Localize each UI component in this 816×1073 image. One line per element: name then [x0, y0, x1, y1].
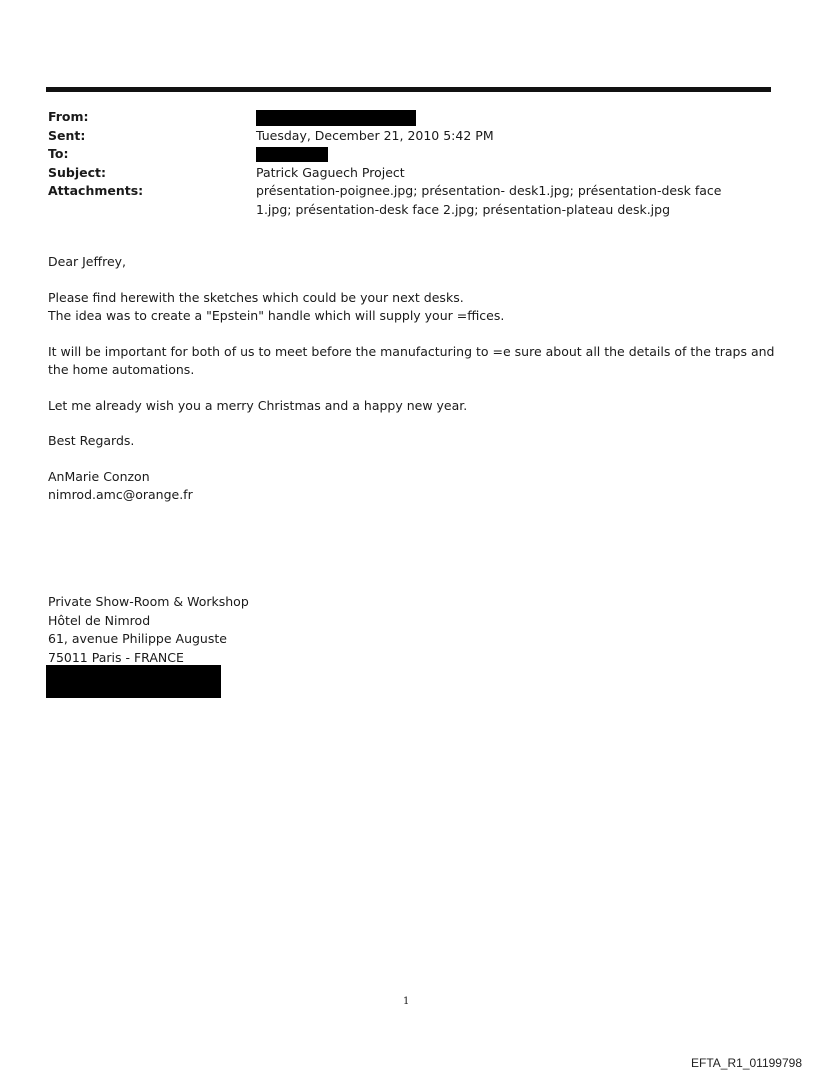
body-paragraph-1 — [48, 289, 778, 326]
sent-label: Sent: — [48, 127, 86, 143]
from-redaction — [256, 110, 416, 126]
attachments-label: Attachments: — [48, 183, 144, 198]
attachments-row — [48, 182, 778, 219]
sent-value: Tuesday, December 21, 2010 5:42 PM — [256, 127, 494, 143]
email-body — [48, 253, 778, 522]
page-number: 1 — [403, 996, 410, 1007]
subject-label: Subject: — [48, 164, 106, 180]
header-rule — [46, 87, 771, 92]
signature-block — [48, 593, 249, 667]
subject-value: Patrick Gaguech Project — [256, 164, 405, 180]
signature-line-3: 61, avenue Philippe Auguste — [48, 631, 227, 646]
sender-email: nimrod.amc@orange.fr — [48, 487, 193, 502]
greeting: Dear Jeffrey, — [48, 254, 127, 269]
signature-line-2: Hôtel de Nimrod — [48, 612, 151, 628]
to-row — [48, 145, 778, 164]
signature-line-4: 75011 Paris - FRANCE — [48, 649, 184, 665]
body-paragraph-2: It will be important for both of us to meet before the manufacturing to =e sure about all the details of the traps and the home automations. — [48, 343, 775, 377]
attachments-value: présentation-poignee.jpg; présentation- desk1.jpg; présentation-desk face 1.jpg; présentation-desk face 2.jpg; présentation-plateau desk.jpg — [256, 183, 722, 217]
signature-line-1: Private Show-Room & Workshop — [48, 594, 249, 609]
from-label: From: — [48, 109, 89, 124]
body-line-2: The idea was to create a "Epstein" handle which will supply your =ffices. — [48, 308, 505, 323]
sender-block — [48, 468, 778, 505]
body-line-1: Please find herewith the sketches which could be your next desks. — [48, 289, 464, 305]
subject-row — [48, 164, 778, 183]
to-redaction — [256, 147, 328, 162]
body-paragraph-3: Let me already wish you a merry Christmas and a happy new year. — [48, 397, 468, 413]
to-label: To: — [48, 146, 69, 161]
email-header — [48, 108, 778, 219]
sent-row — [48, 127, 778, 146]
sender-name: AnMarie Conzon — [48, 468, 150, 484]
document-id: EFTA_R1_01199798 — [691, 1056, 802, 1070]
from-row — [48, 108, 778, 127]
closing: Best Regards. — [48, 433, 135, 448]
signature-redaction — [46, 665, 221, 698]
